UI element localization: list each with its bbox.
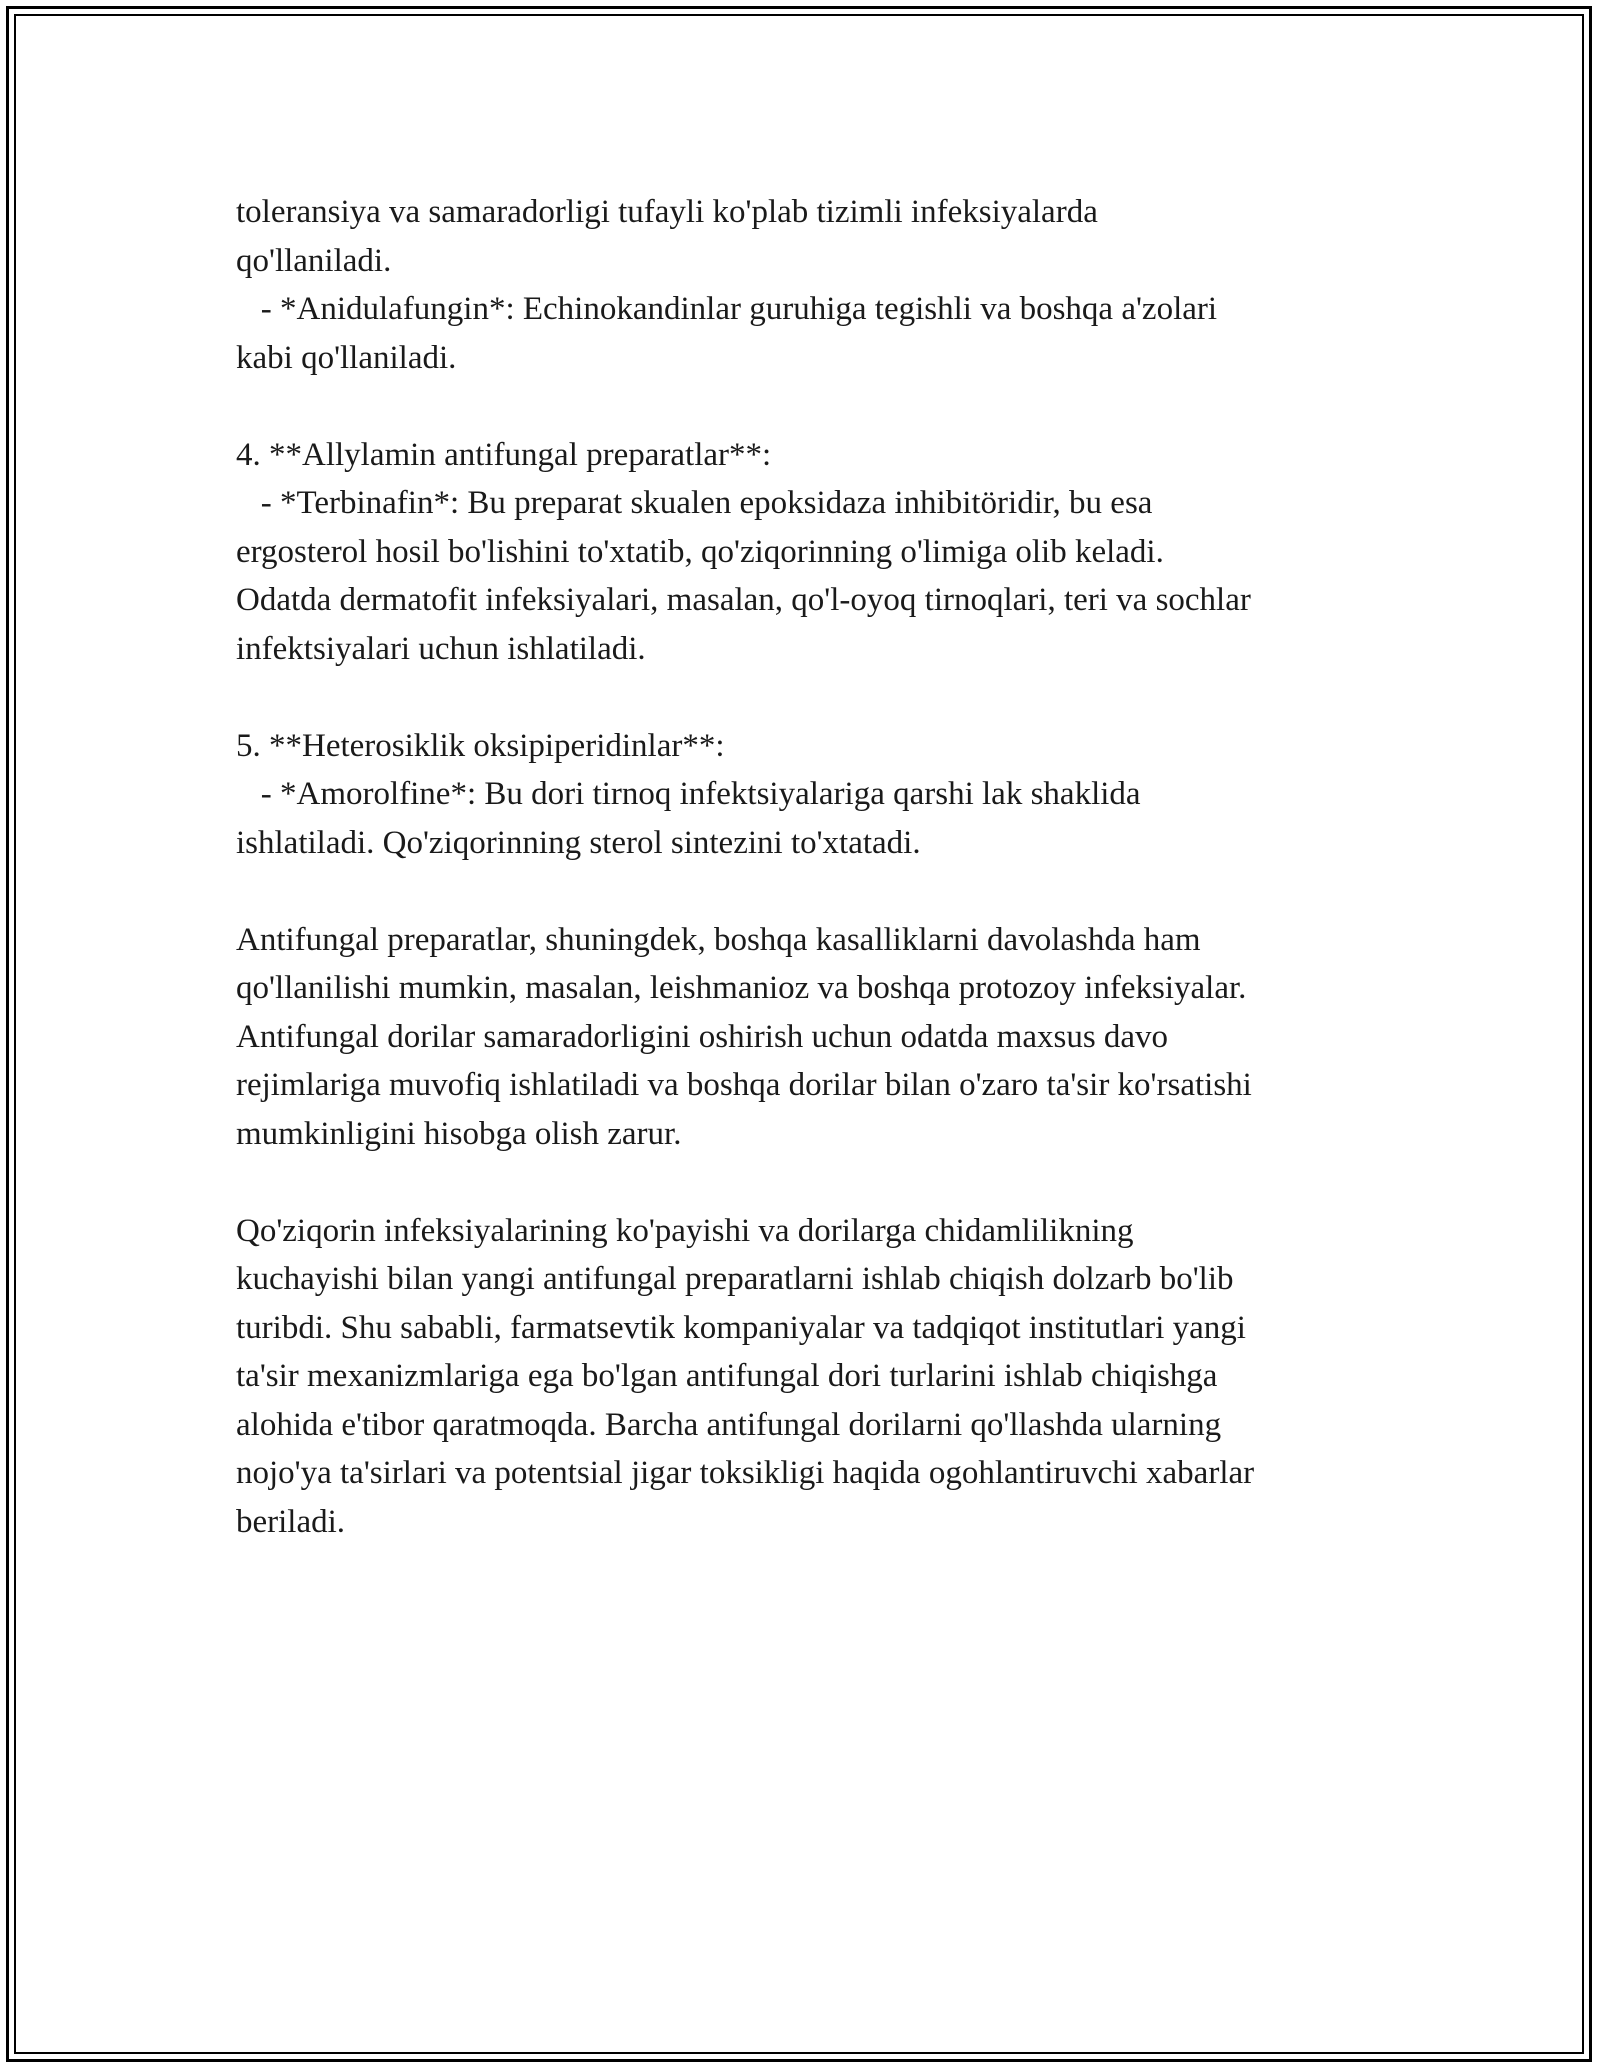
paragraph-heterosiklik: 5. **Heterosiklik oksipiperidinlar**: - *Amorolfine*: Bu dori tirnoq infektsiyalariga qarshi lak shaklida ishlatiladi. Qo'ziqorinning sterol sintezini to'xtatadi. <box>236 727 1141 861</box>
paragraph-conclusion: Qo'ziqorin infeksiyalarining ko'payishi va dorilarga chidamlilikning kuchayishi bilan yangi antifungal preparatlarni ishlab chiqish dolzarb bo'lib turibdi. Shu sababli, farmatsevtik kompaniyalar va tadqiqot institutlari yangi ta'sir mexanizmlariga ega bo'lgan antifungal dori turlarini ishlab chiqishga alohida e'tibor qaratmoqda. Barcha antifungal dorilarni qo'llashda ularning nojo'ya ta'sirlari va potentsial jigar toksikligi haqida ogohlantiruvchi xabarlar beriladi. <box>236 1212 1255 1540</box>
paragraph-antifungal-usage: Antifungal preparatlar, shuningdek, boshqa kasalliklarni davolashda ham qo'llanilishi mumkin, masalan, leishmanioz va boshqa protozoy infeksiyalar. Antifungal dorilar samaradorligini oshirish uchun odatda maxsus davo rejimlariga muvofiq ishlatiladi va boshqa dorilar bilan o'zaro ta'sir ko'rsatishi mumkinligini hisobga olish zarur. <box>236 921 1252 1152</box>
paragraph-anidulafungin: toleransiya va samaradorligi tufayli ko'plab tizimli infeksiyalarda qo'llaniladi. - *Anidulafungin*: Echinokandinlar guruhiga tegishli va boshqa a'zolari kabi qo'llaniladi. <box>236 194 1218 376</box>
document-body <box>236 188 1376 1595</box>
paragraph-allylamin: 4. **Allylamin antifungal preparatlar**: - *Terbinafin*: Bu preparat skualen epoksidaza inhibitöridir, bu esa ergosterol hosil bo'lishini to'xtatib, qo'ziqorinning o'limiga olib keladi. Odatda dermatofit infeksiyalari, masalan, qo'l-oyoq tirnoqlari, teri va sochlar infektsiyalari uchun ishlatiladi. <box>236 436 1251 667</box>
